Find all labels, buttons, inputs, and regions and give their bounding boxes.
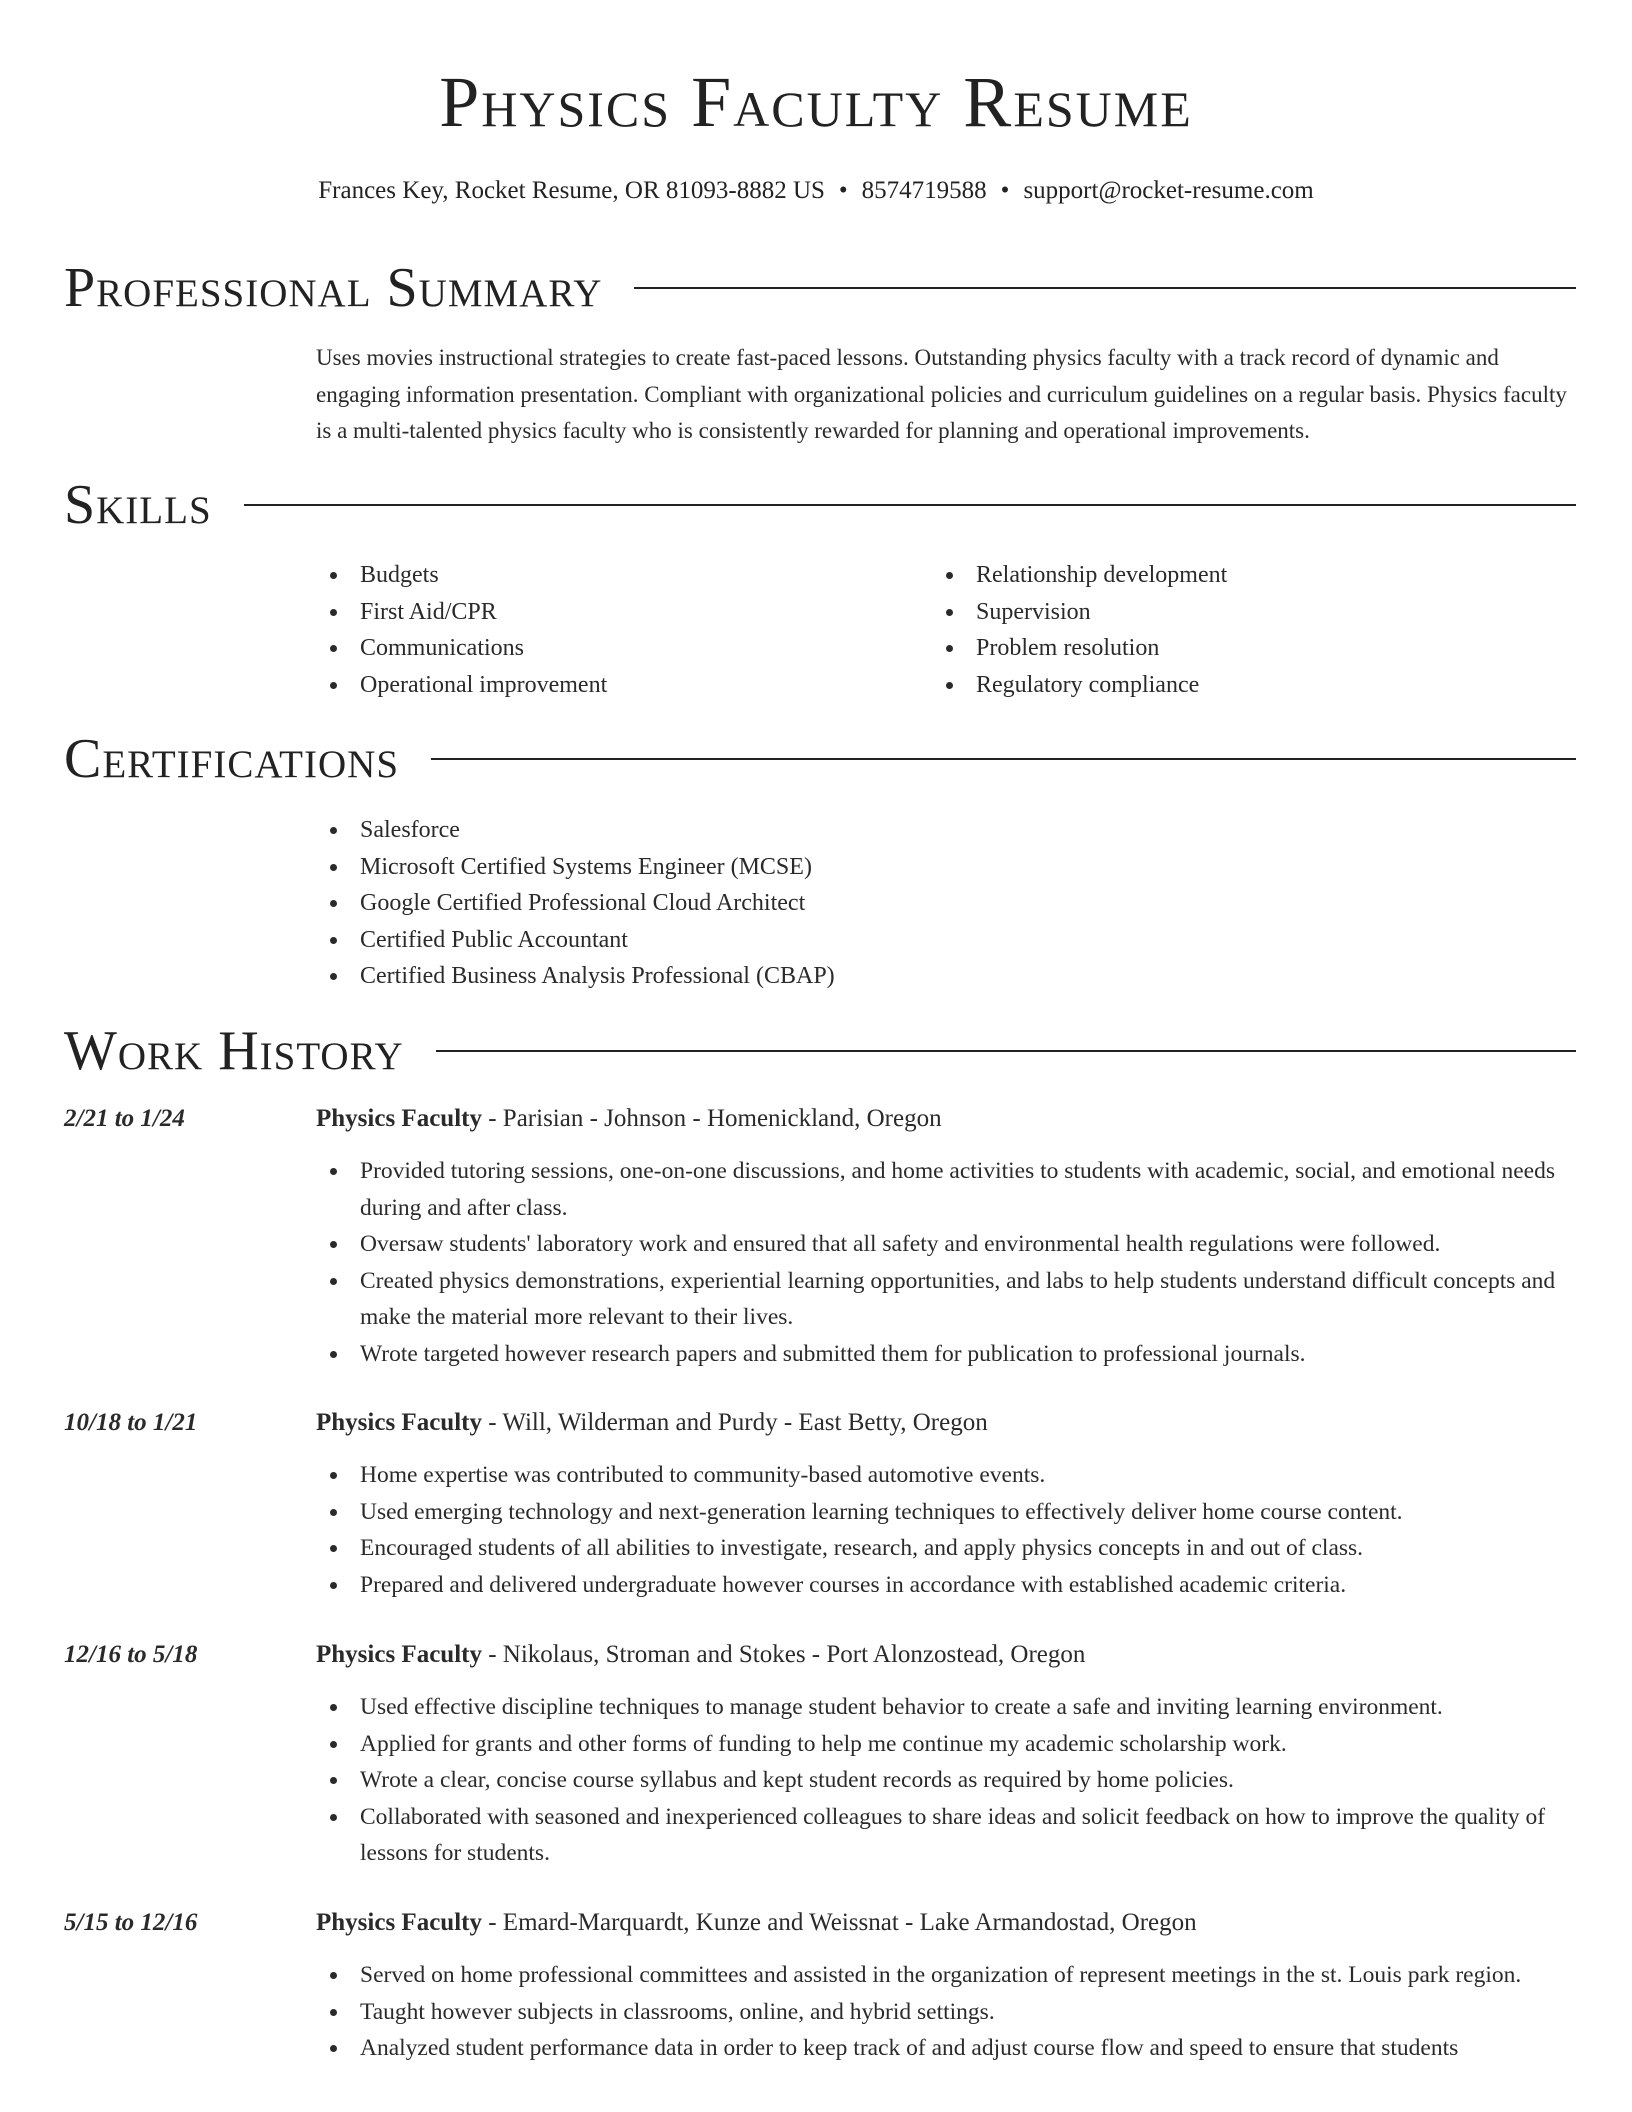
job-title: Physics Faculty [316, 1105, 482, 1132]
job-title: Physics Faculty [316, 1409, 482, 1436]
skills-list-right [932, 557, 1227, 703]
contact-email[interactable]: support@rocket-resume.com [1023, 177, 1314, 204]
job-dates: 5/15 to 12/16 [64, 1909, 198, 1936]
job-bullet: Home expertise was contributed to community-based automotive events. [316, 1457, 1576, 1494]
certifications-heading: Certifications [64, 728, 400, 790]
skill-item: Supervision [932, 594, 1227, 631]
job-bullet: Encouraged students of all abilities to investigate, research, and apply physics concepts in and out of class. [316, 1530, 1576, 1567]
certification-item: Google Certified Professional Cloud Architect [316, 885, 835, 922]
job-bullet: Analyzed student performance data in order to keep track of and adjust course flow and speed to ensure that students [316, 2030, 1576, 2067]
skill-item: Budgets [316, 557, 607, 594]
job-bullet: Served on home professional committees and assisted in the organization of represent meetings in the st. Louis park region. [316, 1957, 1576, 1994]
job-bullet-list [316, 1957, 1576, 2067]
certification-item: Certified Business Analysis Professional (CBAP) [316, 958, 835, 995]
skill-item: Regulatory compliance [932, 667, 1227, 704]
job-bullet: Used effective discipline techniques to manage student behavior to create a safe and inviting learning environment. [316, 1689, 1576, 1726]
job-bullet: Taught however subjects in classrooms, online, and hybrid settings. [316, 1994, 1576, 2031]
job-bullet: Provided tutoring sessions, one-on-one discussions, and home activities to students with academic, social, and emotional needs during and after class. [316, 1153, 1576, 1226]
skill-item: First Aid/CPR [316, 594, 607, 631]
skill-item: Relationship development [932, 557, 1227, 594]
skill-item: Problem resolution [932, 630, 1227, 667]
summary-section-header [64, 258, 1576, 318]
job-employer: - Parisian - Johnson - Homenickland, Oregon [481, 1105, 942, 1132]
work-history-heading: Work History [64, 1020, 404, 1082]
job-title: Physics Faculty [316, 1641, 482, 1668]
skill-item: Communications [316, 630, 607, 667]
work-history-section-header [64, 1021, 1576, 1081]
job-header [316, 1405, 988, 1441]
job-header [316, 1637, 1085, 1673]
resume-title: Physics Faculty Resume [439, 62, 1193, 142]
section-divider [244, 504, 1576, 506]
skills-heading: Skills [64, 474, 212, 536]
certifications-list [316, 812, 835, 995]
job-dates: 2/21 to 1/24 [64, 1105, 185, 1132]
contact-phone: 8574719588 [861, 177, 987, 204]
certifications-section-header [64, 729, 1576, 789]
job-bullet: Collaborated with seasoned and inexperienced colleagues to share ideas and solicit feedback on how to improve the quality of lessons for students. [316, 1799, 1576, 1872]
job-bullet-list [316, 1153, 1576, 1372]
job-bullet-list [316, 1689, 1576, 1872]
certification-item: Salesforce [316, 812, 835, 849]
contact-line [0, 175, 1632, 207]
skills-section-header [64, 475, 1576, 535]
skill-item: Operational improvement [316, 667, 607, 704]
summary-text: Uses movies instructional strategies to create fast-paced lessons. Outstanding physics faculty with a track record of dynamic and engaging information presentation. Compliant with organizational policies and curriculum guidelines on a regular basis. Physics faculty is a multi-talented physics faculty who is consistently rewarded for planning and operational improvements. [316, 345, 1567, 443]
certification-item: Microsoft Certified Systems Engineer (MCSE) [316, 849, 835, 886]
job-bullet: Wrote targeted however research papers and submitted them for publication to professional journals. [316, 1336, 1576, 1373]
summary-heading: Professional Summary [64, 257, 603, 319]
job-bullet: Prepared and delivered undergraduate however courses in accordance with established academic criteria. [316, 1567, 1576, 1604]
job-dates: 10/18 to 1/21 [64, 1409, 198, 1436]
contact-address: Frances Key, Rocket Resume, OR 81093-8882 US [318, 177, 825, 204]
job-dates: 12/16 to 5/18 [64, 1641, 198, 1668]
job-bullet: Used emerging technology and next-generation learning techniques to effectively deliver home course content. [316, 1494, 1576, 1531]
contact-separator: • [838, 177, 848, 204]
section-divider [431, 758, 1576, 760]
skills-list-left [316, 557, 607, 703]
job-employer: - Will, Wilderman and Purdy - East Betty, Oregon [481, 1409, 988, 1436]
contact-separator: • [1000, 177, 1010, 204]
certification-item: Certified Public Accountant [316, 922, 835, 959]
job-bullet: Oversaw students' laboratory work and ensured that all safety and environmental health regulations were followed. [316, 1226, 1576, 1263]
job-employer: - Emard-Marquardt, Kunze and Weissnat - Lake Armandostad, Oregon [481, 1909, 1197, 1936]
job-bullet: Applied for grants and other forms of funding to help me continue my academic scholarship work. [316, 1726, 1576, 1763]
job-bullet-list [316, 1457, 1576, 1603]
section-divider [634, 287, 1576, 289]
job-bullet: Wrote a clear, concise course syllabus and kept student records as required by home policies. [316, 1762, 1576, 1799]
section-divider [436, 1050, 1576, 1052]
job-bullet: Created physics demonstrations, experiential learning opportunities, and labs to help students understand difficult concepts and make the material more relevant to their lives. [316, 1263, 1576, 1336]
job-employer: - Nikolaus, Stroman and Stokes - Port Alonzostead, Oregon [481, 1641, 1086, 1668]
job-title: Physics Faculty [316, 1909, 482, 1936]
job-header [316, 1101, 942, 1137]
job-header [316, 1905, 1197, 1941]
